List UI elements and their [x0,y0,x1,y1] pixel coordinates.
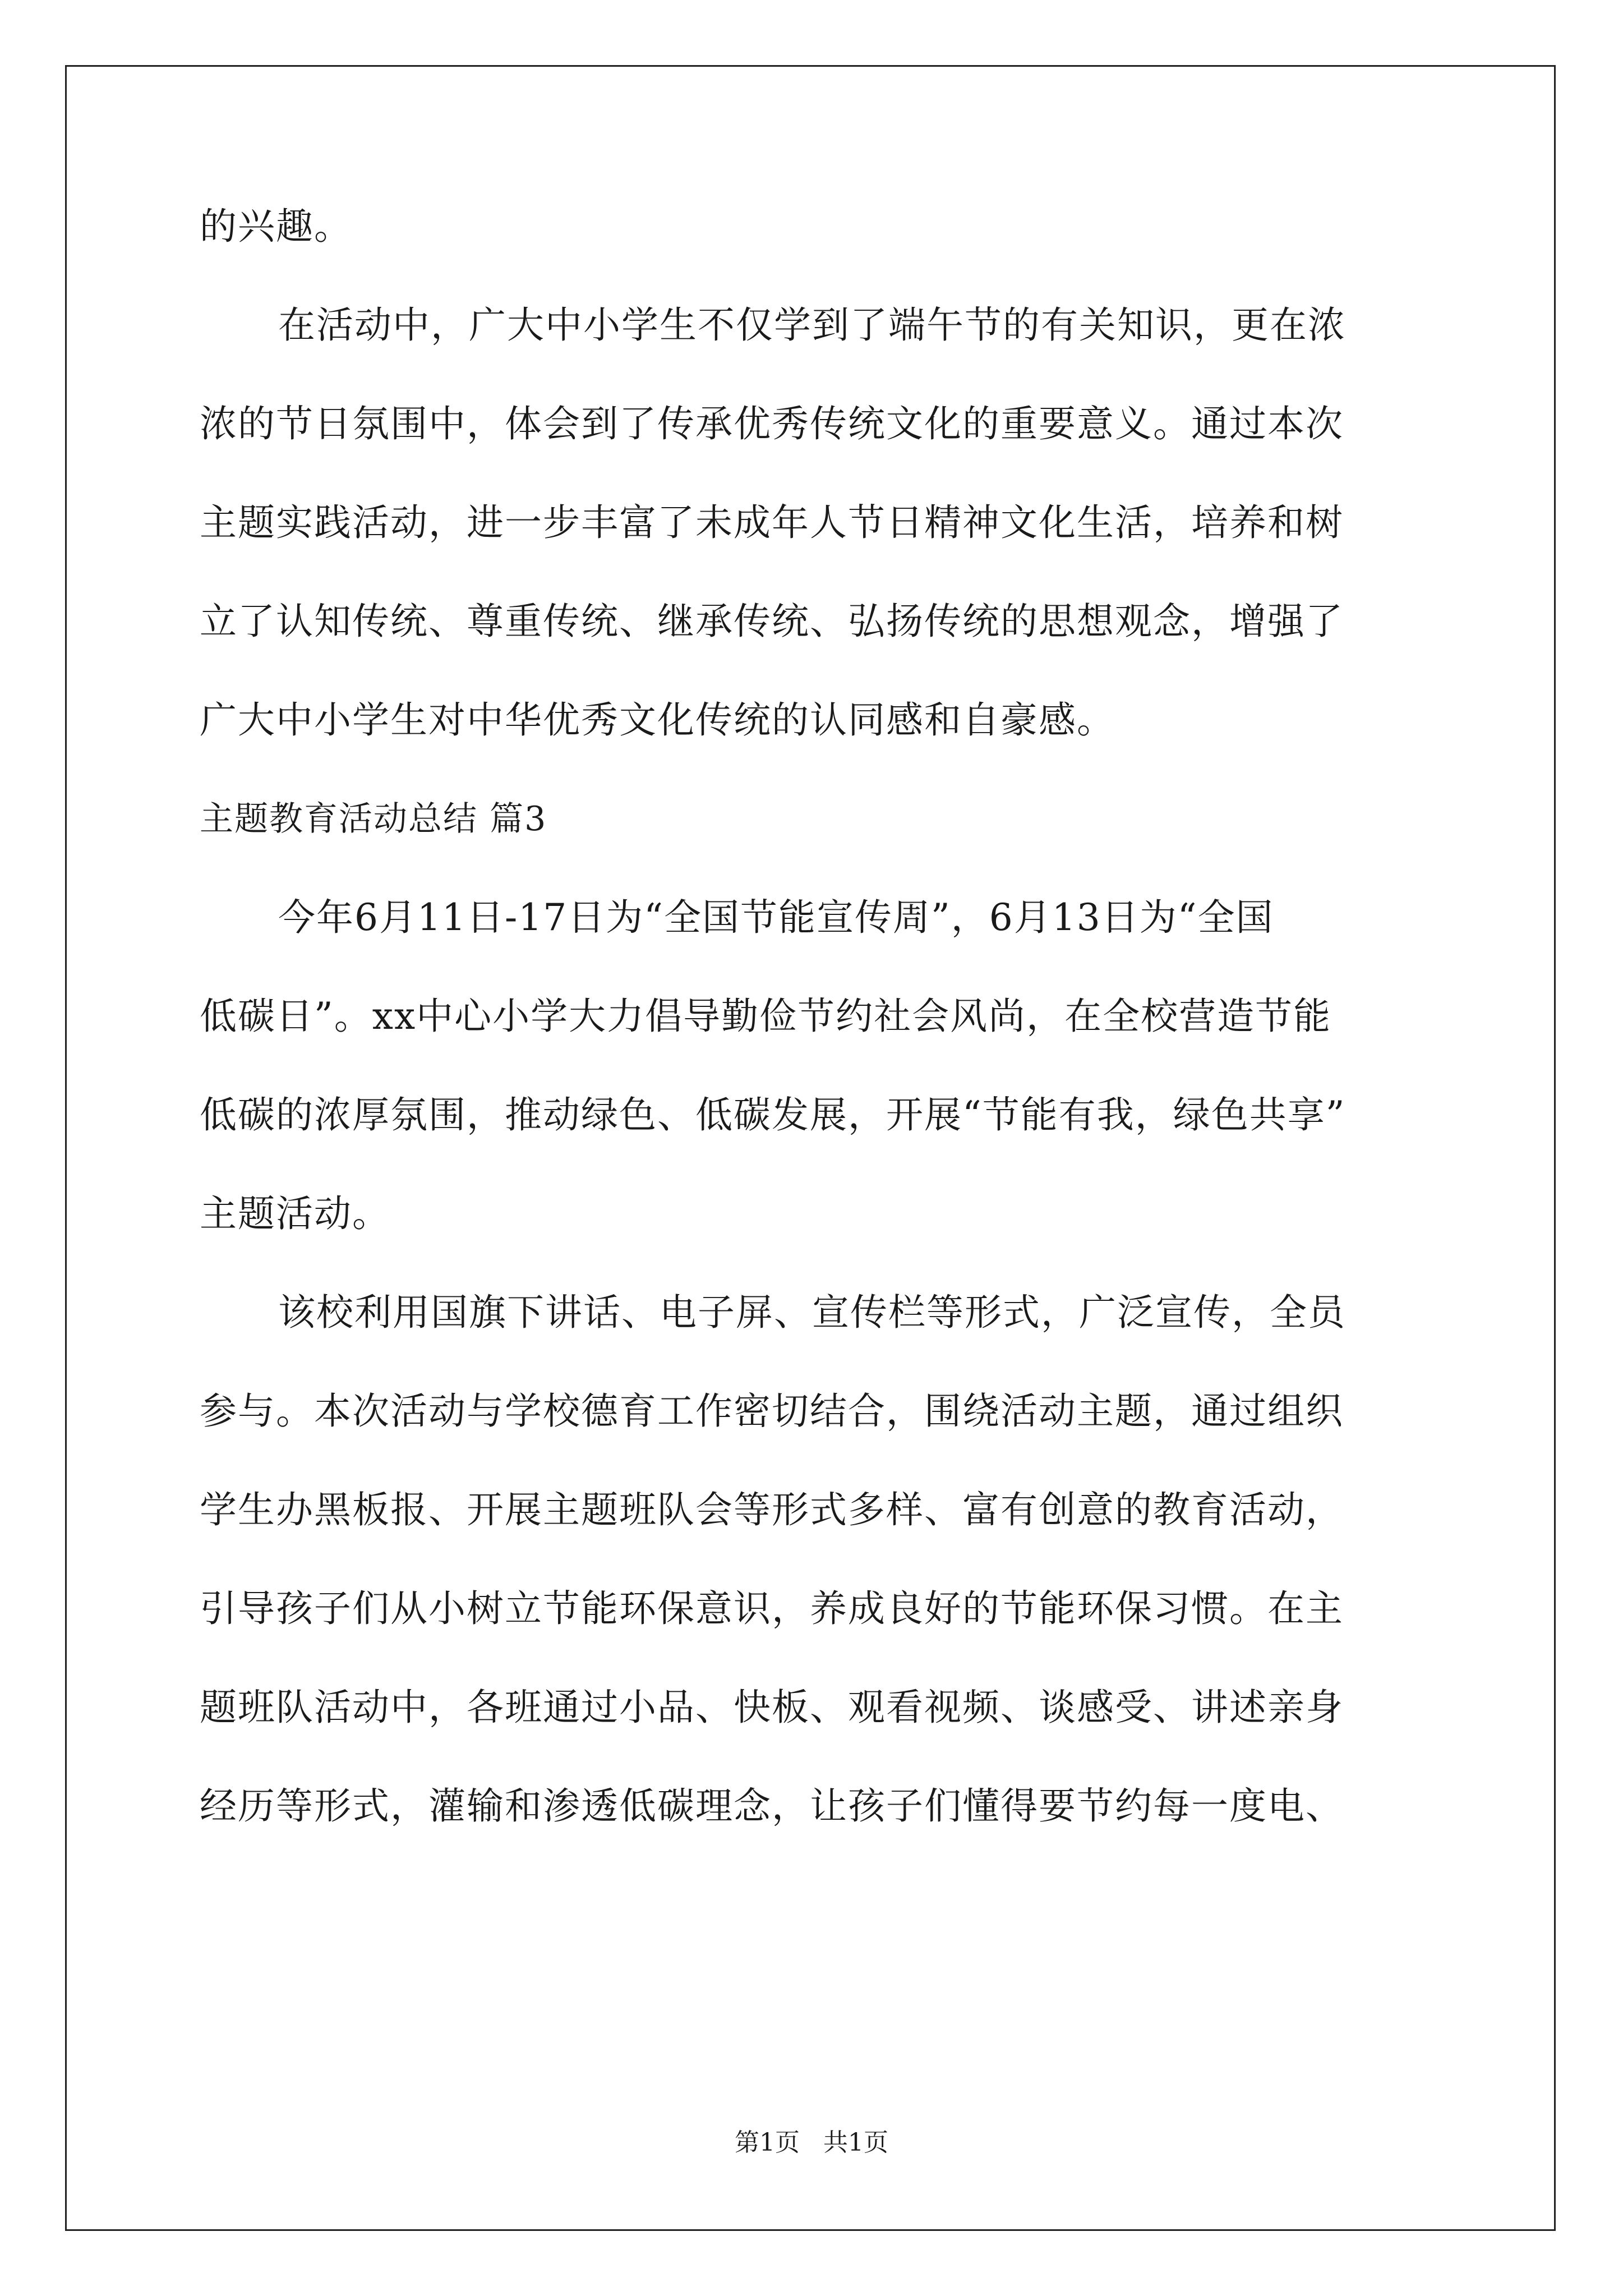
body-line-16: 题班队活动中，各班通过小品、快板、观看视频、谈感受、讲述亲身 [200,1686,1344,1729]
body-line-15: 引导孩子们从小树立节能环保意识，养成良好的节能环保习惯。在主 [200,1587,1344,1630]
body-line-9: 低碳日”。xx中心小学大力倡导勤俭节约社会风尚，在全校营造节能 [200,995,1332,1038]
page-number: 第1页 [735,2128,800,2157]
body-line-11: 主题活动。 [200,1192,390,1235]
paragraph-first-line: 在活动中，广大中小学生不仅学到了端午节的有关知识，更在浓 [278,303,1346,347]
page-footer [0,2126,1623,2160]
page-total: 共1页 [823,2128,888,2157]
paragraph-first-line: 今年6月11日-17日为“全国节能宣传周”，6月13日为“全国 [278,896,1274,939]
body-line-6: 广大中小学生对中华优秀文化传统的认同感和自豪感。 [200,698,1115,742]
document-body [200,202,1433,1880]
body-line-5: 立了认知传统、尊重传统、继承传统、弘扬传统的思想观念，增强了 [200,600,1344,643]
body-line-10: 低碳的浓厚氛围，推动绿色、低碳发展，开展“节能有我，绿色共享” [200,1093,1346,1137]
body-line-14: 学生办黑板报、开展主题班队会等形式多样、富有创意的教育活动， [200,1488,1344,1531]
body-line-4: 主题实践活动，进一步丰富了未成年人节日精神文化生活，培养和树 [200,501,1344,544]
paragraph-first-line: 该校利用国旗下讲话、电子屏、宣传栏等形式，广泛宣传，全员 [278,1291,1346,1334]
body-line-3: 浓的节日氛围中，体会到了传承优秀传统文化的重要意义。通过本次 [200,402,1344,445]
body-line-17: 经历等形式，灌输和渗透低碳理念，让孩子们懂得要节约每一度电、 [200,1784,1344,1828]
body-line-1: 的兴趣。 [200,205,352,248]
section-heading: 主题教育活动总结 篇3 [200,799,547,839]
body-line-13: 参与。本次活动与学校德育工作密切结合，围绕活动主题，通过组织 [200,1389,1344,1433]
